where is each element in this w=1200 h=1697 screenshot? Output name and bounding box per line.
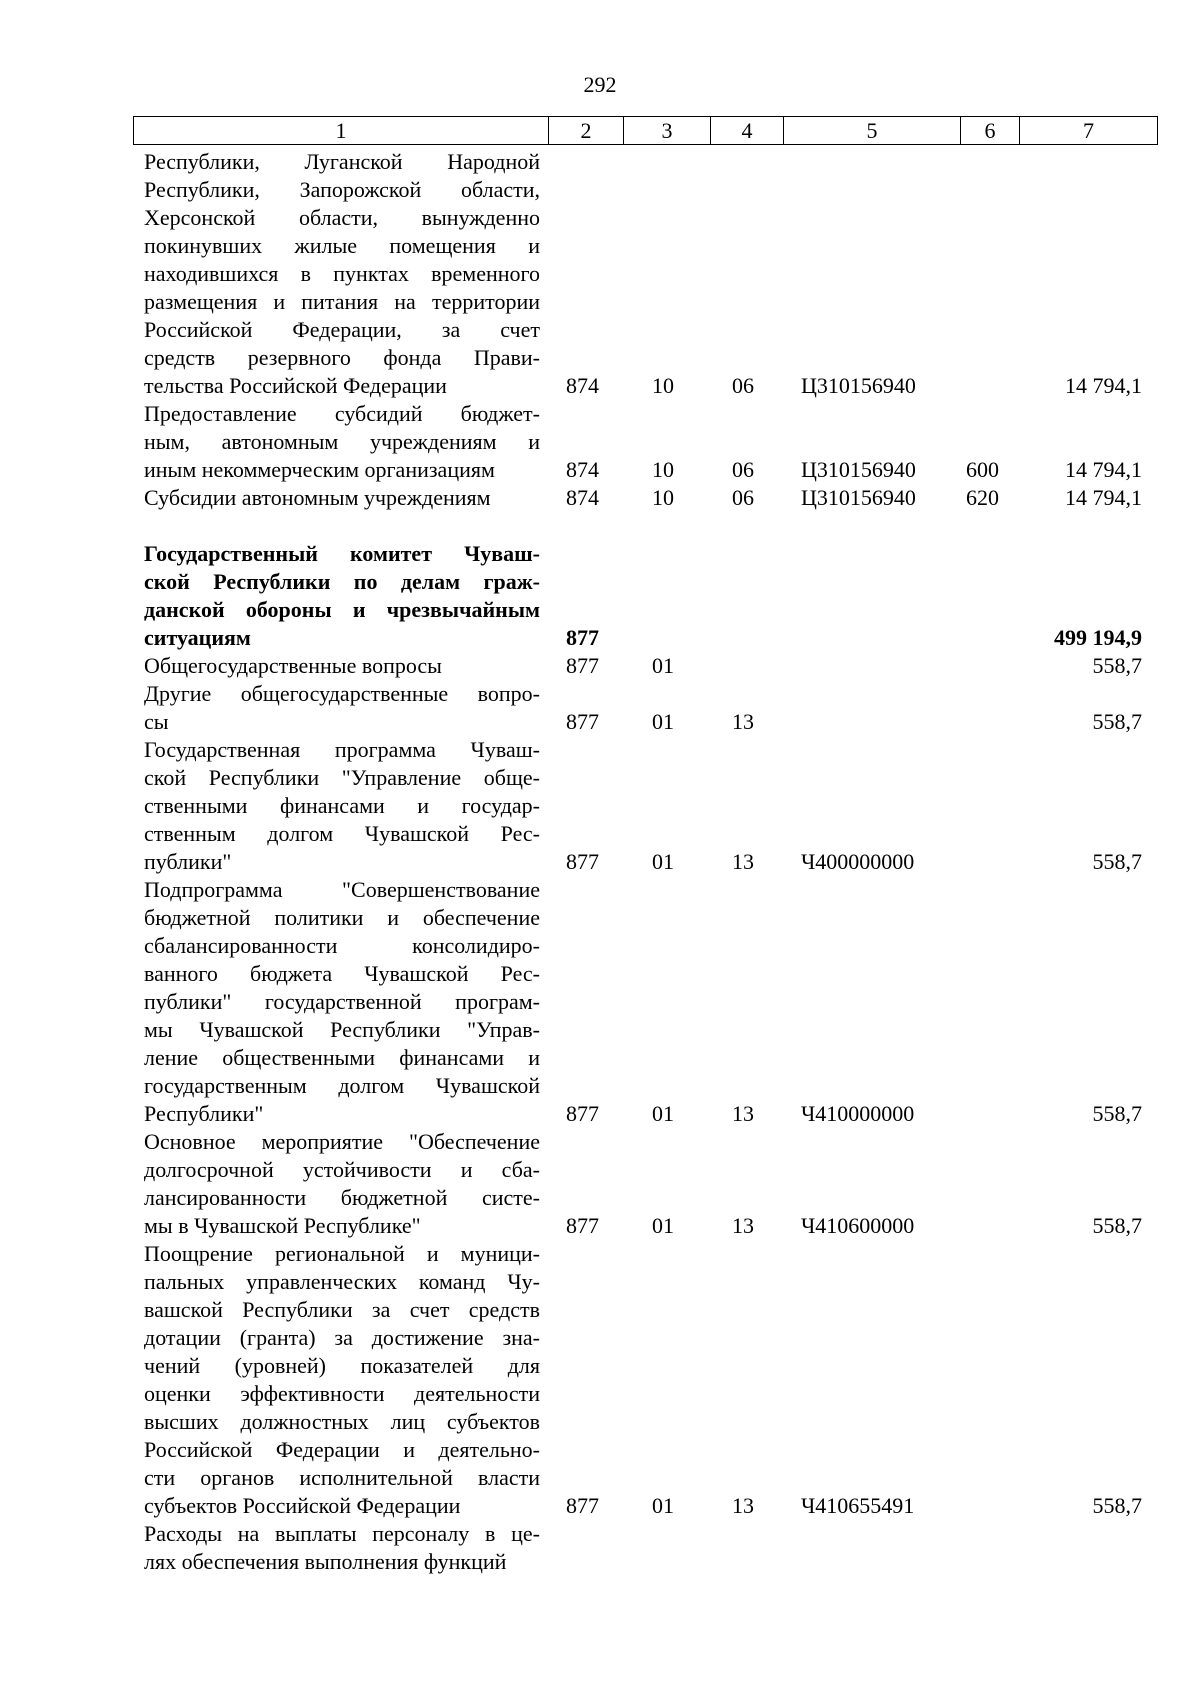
cell-col-2: 877 bbox=[566, 1213, 599, 1238]
table-row bbox=[0, 1128, 1200, 1240]
cell-col-7: 14 794,1 bbox=[1065, 457, 1142, 482]
description-line: ление общественными финансами и bbox=[144, 1045, 540, 1070]
description-line: данской обороны и чрезвычайным bbox=[144, 597, 540, 622]
table-row bbox=[0, 1240, 1200, 1520]
description-line: покинувших жилые помещения и bbox=[144, 233, 540, 258]
row-description bbox=[144, 736, 540, 876]
description-line: чений (уровней) показателей для bbox=[144, 1353, 540, 1378]
cell-col-4: 13 bbox=[732, 1101, 754, 1126]
description-line: мы Чувашской Республики "Управ- bbox=[144, 1017, 540, 1042]
description-line: Республики, Запорожской области, bbox=[144, 177, 540, 202]
page-number: 292 bbox=[583, 72, 617, 97]
table-row bbox=[0, 484, 1200, 512]
table-row bbox=[0, 540, 1200, 652]
description-line: Поощрение региональной и муници- bbox=[144, 1241, 540, 1266]
description-line: сбалансированности консолидиро- bbox=[144, 933, 540, 958]
header-col-7: 7 bbox=[1020, 117, 1158, 145]
row-description bbox=[144, 484, 540, 512]
cell-col-5: Ч400000000 bbox=[801, 849, 915, 874]
cell-col-5: Ц310156940 bbox=[801, 485, 916, 510]
cell-col-5: Ц310156940 bbox=[801, 457, 916, 482]
row-description bbox=[144, 876, 540, 1128]
cell-col-3: 10 bbox=[652, 457, 674, 482]
cell-col-6: 620 bbox=[966, 485, 999, 510]
description-line: тельства Российской Федерации bbox=[144, 373, 447, 398]
description-line: Государственный комитет Чуваш- bbox=[144, 541, 540, 566]
cell-col-7: 499 194,9 bbox=[1054, 625, 1142, 650]
cell-col-5: Ч410655491 bbox=[801, 1493, 915, 1518]
cell-col-3: 01 bbox=[652, 653, 674, 678]
cell-col-2: 877 bbox=[566, 625, 599, 650]
description-line: размещения и питания на территории bbox=[144, 289, 540, 314]
description-line: лансированности бюджетной систе- bbox=[144, 1185, 540, 1210]
description-line: ской Республики по делам граж- bbox=[144, 569, 540, 594]
cell-col-3: 01 bbox=[652, 709, 674, 734]
cell-col-7: 558,7 bbox=[1092, 1101, 1142, 1126]
description-line: ственным долгом Чувашской Рес- bbox=[144, 821, 540, 846]
description-line: Херсонской области, вынужденно bbox=[144, 205, 540, 230]
description-line: долгосрочной устойчивости и сба- bbox=[144, 1157, 540, 1182]
cell-col-5: Ц310156940 bbox=[801, 373, 916, 398]
table-row bbox=[0, 680, 1200, 736]
description-line: ситуациям bbox=[144, 625, 251, 650]
description-line: государственным долгом Чувашской bbox=[144, 1073, 540, 1098]
header-col-6: 6 bbox=[961, 117, 1020, 145]
header-col-3: 3 bbox=[624, 117, 711, 145]
description-line: Республики" bbox=[144, 1101, 264, 1126]
description-line: ным, автономным учреждениям и bbox=[144, 429, 540, 454]
cell-col-3: 01 bbox=[652, 849, 674, 874]
description-line: находившихся в пунктах временного bbox=[144, 261, 540, 286]
header-col-5: 5 bbox=[784, 117, 961, 145]
cell-col-2: 877 bbox=[566, 849, 599, 874]
cell-col-4: 13 bbox=[732, 1493, 754, 1518]
description-line: средств резервного фонда Прави- bbox=[144, 345, 540, 370]
description-line: Подпрограмма "Совершенствование bbox=[144, 877, 540, 902]
cell-col-3: 01 bbox=[652, 1493, 674, 1518]
description-line: сы bbox=[144, 709, 169, 734]
cell-col-4: 13 bbox=[732, 1213, 754, 1238]
description-line: Основное мероприятие "Обеспечение bbox=[144, 1129, 540, 1154]
row-description bbox=[144, 680, 540, 736]
description-line: Общегосударственные вопросы bbox=[144, 653, 442, 678]
table-row bbox=[0, 400, 1200, 484]
table-header bbox=[133, 116, 1158, 145]
row-description bbox=[144, 652, 540, 680]
cell-col-4: 06 bbox=[732, 373, 754, 398]
budget-table-body bbox=[0, 148, 1200, 1576]
table-row bbox=[0, 736, 1200, 876]
cell-col-4: 06 bbox=[732, 485, 754, 510]
description-line: лях обеспечения выполнения функций bbox=[144, 1549, 507, 1574]
cell-col-7: 14 794,1 bbox=[1065, 485, 1142, 510]
description-line: пальных управленческих команд Чу- bbox=[144, 1269, 540, 1294]
cell-col-2: 877 bbox=[566, 1101, 599, 1126]
description-line: Республики, Луганской Народной bbox=[144, 149, 540, 174]
row-description bbox=[144, 1520, 540, 1576]
description-line: Субсидии автономным учреждениям bbox=[144, 485, 491, 510]
description-line: дотации (гранта) за достижение зна- bbox=[144, 1325, 540, 1350]
cell-col-4: 13 bbox=[732, 849, 754, 874]
description-line: ственными финансами и государ- bbox=[144, 793, 540, 818]
cell-col-5: Ч410600000 bbox=[801, 1213, 915, 1238]
row-description bbox=[144, 148, 540, 400]
header-col-4: 4 bbox=[711, 117, 784, 145]
cell-col-2: 874 bbox=[566, 457, 599, 482]
row-description bbox=[144, 400, 540, 484]
description-line: вашской Республики за счет средств bbox=[144, 1297, 540, 1322]
row-description bbox=[144, 540, 540, 652]
header-col-2: 2 bbox=[549, 117, 624, 145]
cell-col-7: 558,7 bbox=[1092, 709, 1142, 734]
description-line: Предоставление субсидий бюджет- bbox=[144, 401, 540, 426]
description-line: Российской Федерации, за счет bbox=[144, 317, 540, 342]
cell-col-7: 558,7 bbox=[1092, 653, 1142, 678]
table-row bbox=[0, 652, 1200, 680]
description-line: Российской Федерации и деятельно- bbox=[144, 1437, 540, 1462]
cell-col-4: 13 bbox=[732, 709, 754, 734]
cell-col-3: 10 bbox=[652, 373, 674, 398]
cell-col-2: 877 bbox=[566, 653, 599, 678]
cell-col-3: 01 bbox=[652, 1101, 674, 1126]
description-line: бюджетной политики и обеспечение bbox=[144, 905, 540, 930]
description-line: иным некоммерческим организациям bbox=[144, 457, 495, 482]
table-row bbox=[0, 148, 1200, 400]
cell-col-2: 877 bbox=[566, 1493, 599, 1518]
description-line: ванного бюджета Чувашской Рес- bbox=[144, 961, 540, 986]
description-line: ской Республики "Управление обще- bbox=[144, 765, 540, 790]
description-line: субъектов Российской Федерации bbox=[144, 1493, 461, 1518]
cell-col-4: 06 bbox=[732, 457, 754, 482]
header-col-1: 1 bbox=[134, 117, 549, 145]
description-line: Другие общегосударственные вопро- bbox=[144, 681, 540, 706]
cell-col-2: 877 bbox=[566, 709, 599, 734]
description-line: Расходы на выплаты персоналу в це- bbox=[144, 1521, 540, 1546]
cell-col-2: 874 bbox=[566, 373, 599, 398]
table-row bbox=[0, 1520, 1200, 1576]
cell-col-7: 558,7 bbox=[1092, 1493, 1142, 1518]
description-line: высших должностных лиц субъектов bbox=[144, 1409, 540, 1434]
description-line: Государственная программа Чуваш- bbox=[144, 737, 540, 762]
row-description bbox=[144, 1128, 540, 1240]
description-line: публики" bbox=[144, 849, 232, 874]
cell-col-7: 558,7 bbox=[1092, 1213, 1142, 1238]
cell-col-7: 558,7 bbox=[1092, 849, 1142, 874]
description-line: публики" государственной програм- bbox=[144, 989, 540, 1014]
cell-col-2: 874 bbox=[566, 485, 599, 510]
description-line: оценки эффективности деятельности bbox=[144, 1381, 540, 1406]
description-line: сти органов исполнительной власти bbox=[144, 1465, 540, 1490]
description-line: мы в Чувашской Республике" bbox=[144, 1213, 421, 1238]
cell-col-7: 14 794,1 bbox=[1065, 373, 1142, 398]
cell-col-6: 600 bbox=[966, 457, 999, 482]
cell-col-5: Ч410000000 bbox=[801, 1101, 915, 1126]
row-description bbox=[144, 1240, 540, 1520]
cell-col-3: 01 bbox=[652, 1213, 674, 1238]
cell-col-3: 10 bbox=[652, 485, 674, 510]
table-row bbox=[0, 876, 1200, 1128]
